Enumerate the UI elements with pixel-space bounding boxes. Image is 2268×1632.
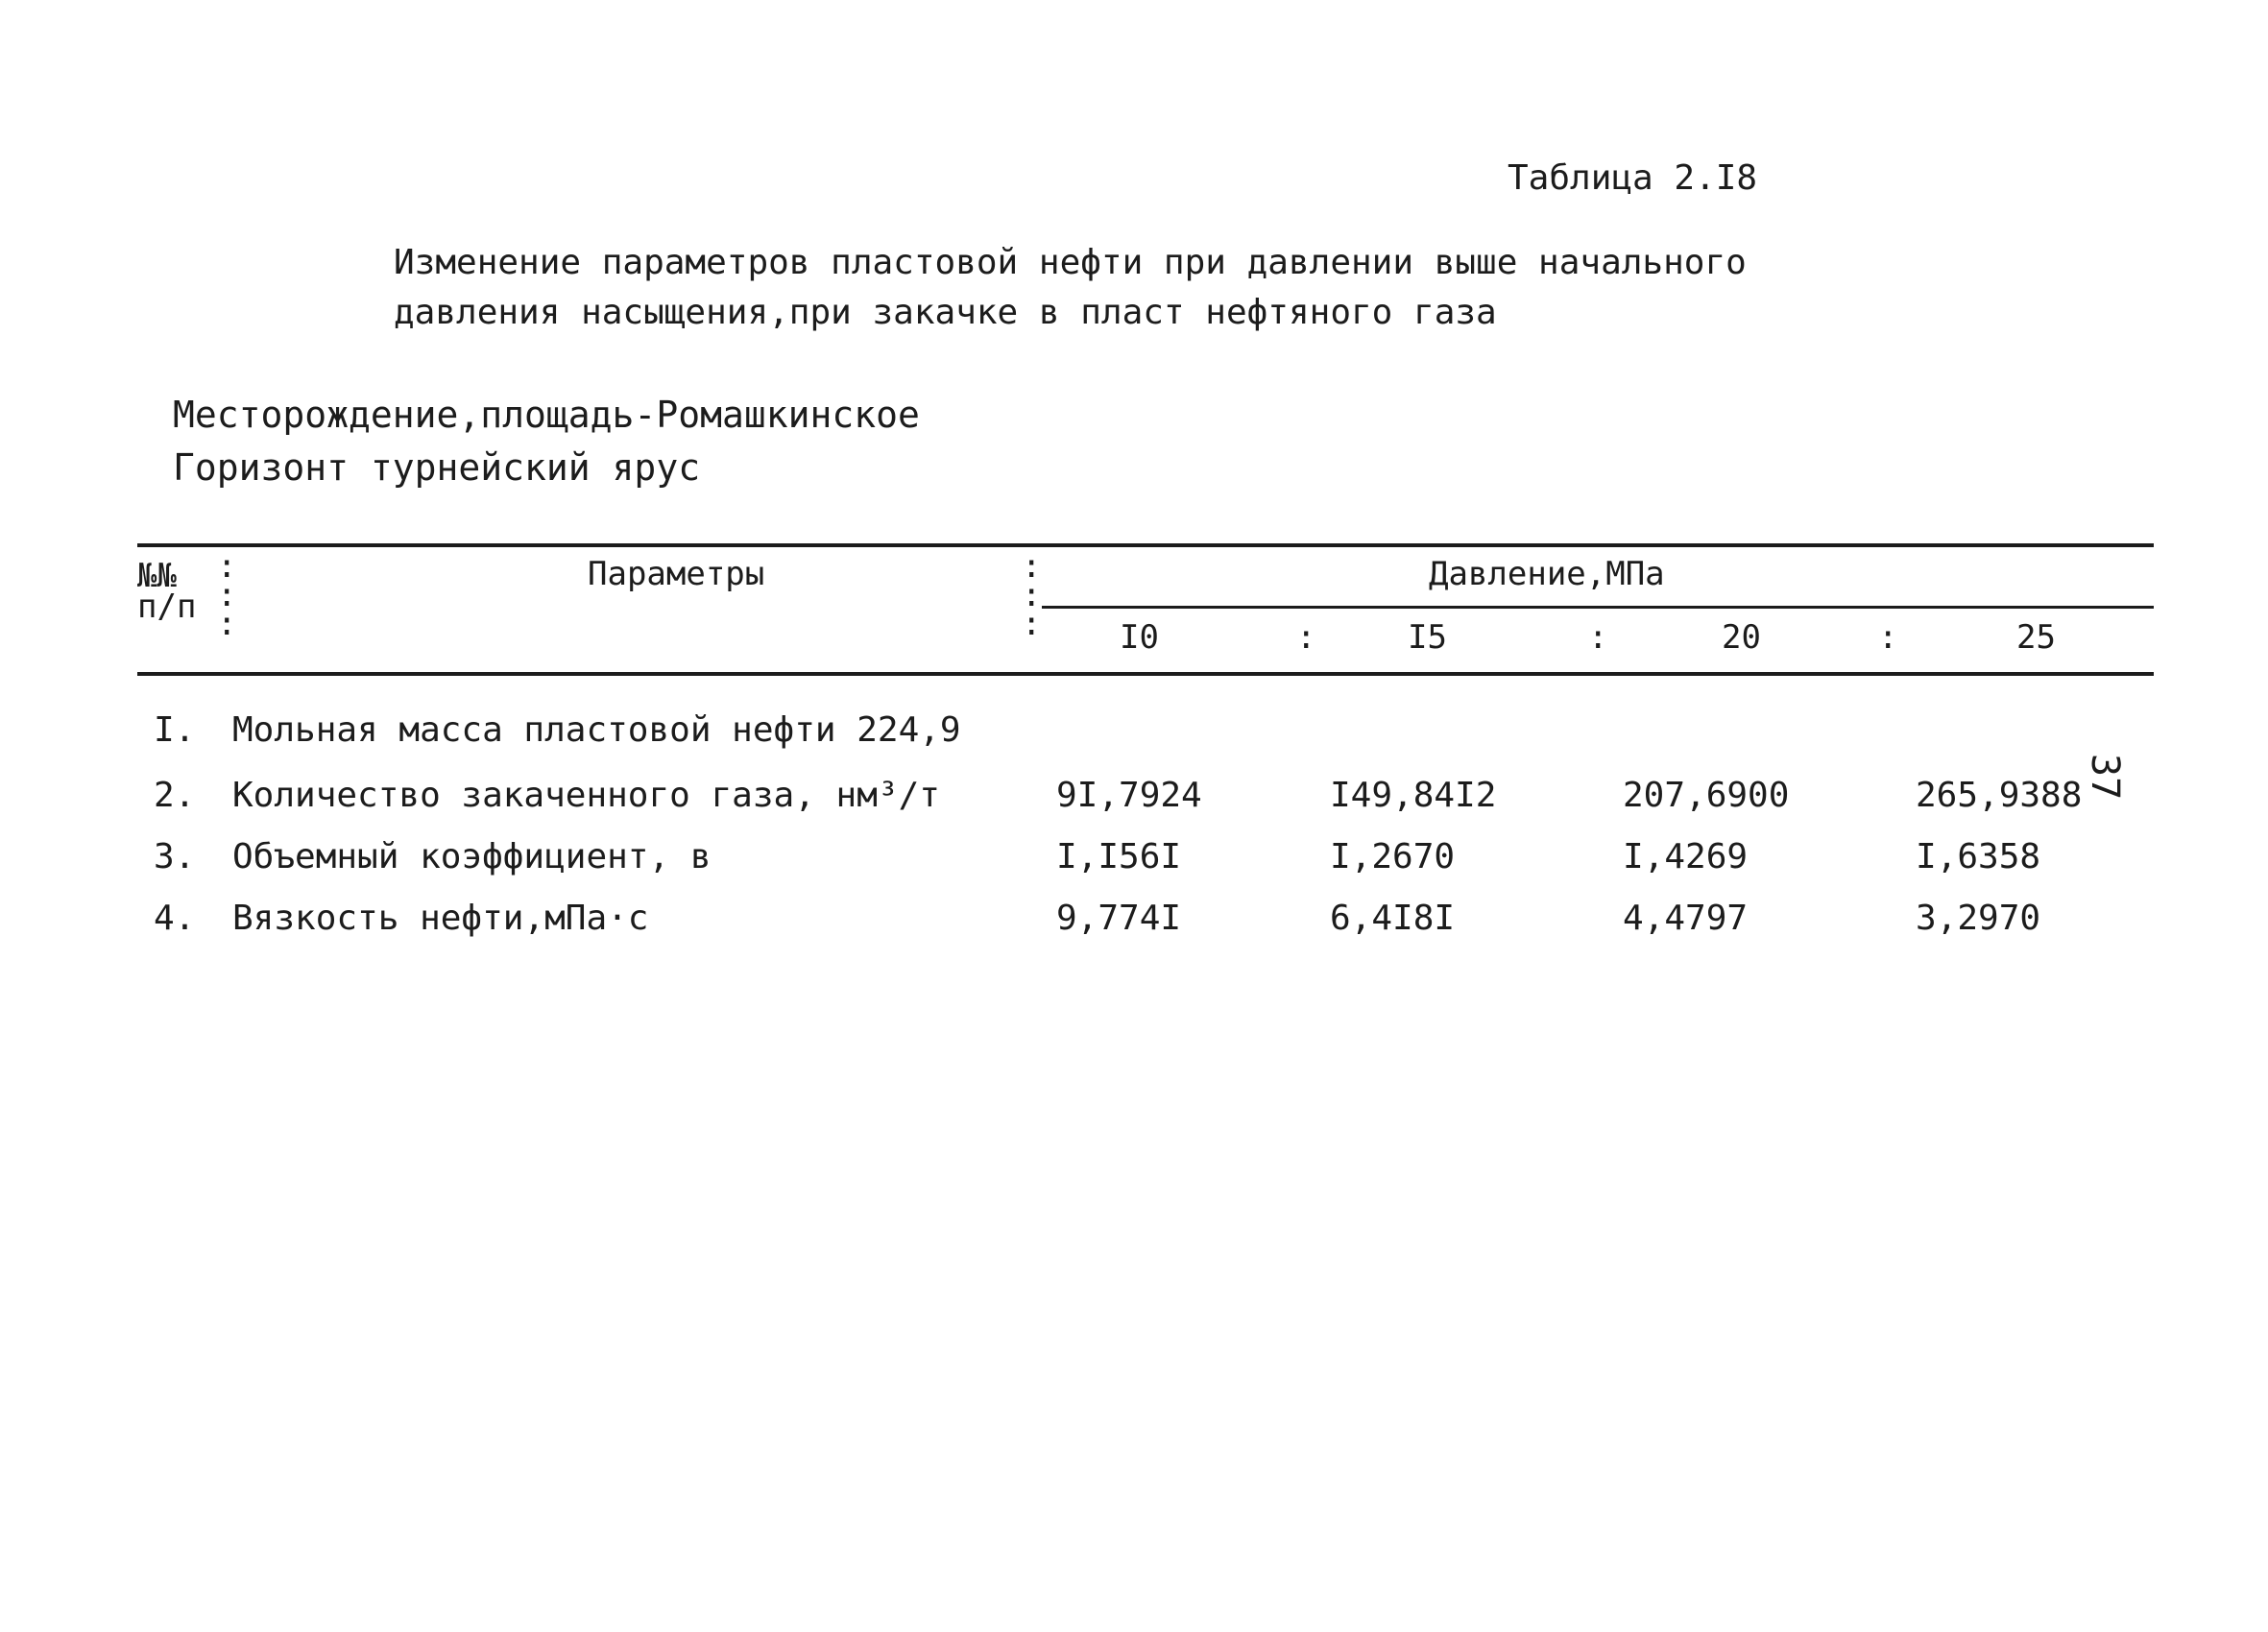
header-pressure-15: I5 bbox=[1408, 618, 1447, 657]
header-params: Параметры bbox=[588, 555, 765, 593]
row-4-value-25: 3,2970 bbox=[1916, 899, 2041, 938]
row-2-num: 2. bbox=[154, 776, 196, 815]
header-num-line1: №№ bbox=[137, 557, 177, 595]
row-4-value-15: 6,4I8I bbox=[1330, 899, 1456, 938]
header-separator-2: : : : bbox=[1022, 547, 1042, 643]
row-4-value-20: 4,4797 bbox=[1623, 899, 1749, 938]
header-separator-3: : bbox=[1296, 618, 1316, 657]
row-3-value-25: I,6358 bbox=[1916, 837, 2041, 876]
header-num-line2: п/п bbox=[137, 588, 197, 626]
header-separator-4: : bbox=[1588, 618, 1608, 657]
header-pressure-10: I0 bbox=[1120, 618, 1159, 657]
field-meta bbox=[173, 389, 920, 494]
row-3-value-10: I,I56I bbox=[1056, 837, 1182, 876]
row-4-num: 4. bbox=[154, 899, 196, 938]
header-separator-1: : : : bbox=[217, 547, 237, 643]
header-pressure-group: Давление,МПа bbox=[1429, 555, 1665, 593]
page-number: 37 bbox=[2083, 754, 2127, 801]
header-pressure-25: 25 bbox=[2016, 618, 2056, 657]
horizon-name: Горизонт турнейский ярус bbox=[173, 446, 701, 489]
title-line-2: давления насыщения,при закачке в пласт нефтяного газа bbox=[394, 293, 1497, 332]
title-line-1: Изменение параметров пластовой нефти при давлении выше начального bbox=[394, 243, 1747, 282]
table-label: Таблица 2.I8 bbox=[1508, 158, 1758, 198]
table-top-rule bbox=[137, 543, 2154, 547]
row-3-value-15: I,2670 bbox=[1330, 837, 1456, 876]
row-2-param: Количество закаченного газа, нм³/т bbox=[232, 776, 940, 815]
row-3-value-20: I,4269 bbox=[1623, 837, 1749, 876]
table-title bbox=[394, 238, 1747, 338]
row-2-value-20: 207,6900 bbox=[1623, 776, 1790, 815]
header-separator-5: : bbox=[1878, 618, 1898, 657]
row-1-param: Мольная масса пластовой нефти 224,9 bbox=[232, 710, 961, 750]
row-2-value-25: 265,9388 bbox=[1916, 776, 2083, 815]
row-3-param: Объемный коэффициент, в bbox=[232, 837, 712, 876]
table-header-bottom-rule bbox=[137, 672, 2154, 676]
row-3-num: 3. bbox=[154, 837, 196, 876]
header-mid-rule bbox=[1042, 606, 2154, 609]
row-2-value-10: 9I,7924 bbox=[1056, 776, 1202, 815]
field-name: Месторождение,площадь-Ромашкинское bbox=[173, 394, 920, 436]
row-4-param: Вязкость нефти,мПа·с bbox=[232, 899, 649, 938]
row-1-num: I. bbox=[154, 710, 196, 750]
row-2-value-15: I49,84I2 bbox=[1330, 776, 1497, 815]
row-4-value-10: 9,774I bbox=[1056, 899, 1182, 938]
header-pressure-20: 20 bbox=[1722, 618, 1761, 657]
